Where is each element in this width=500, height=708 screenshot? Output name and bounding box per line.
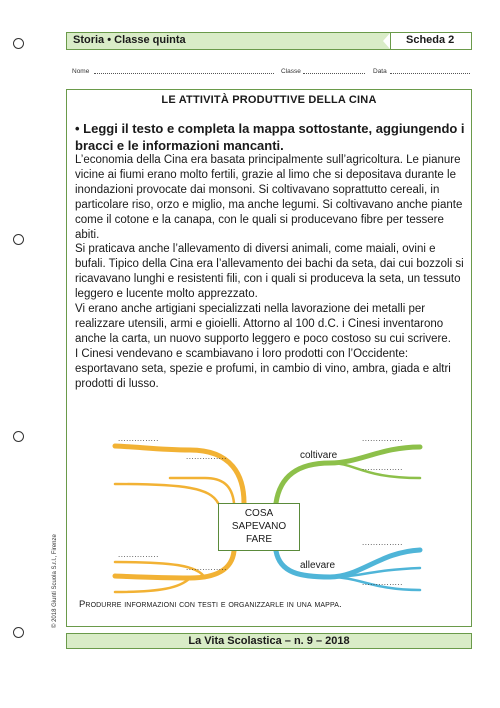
name-label: Nome	[72, 68, 90, 75]
map-branch-top-left-sub	[115, 484, 218, 503]
publication-label: La Vita Scolastica – n. 9 – 2018	[188, 635, 350, 647]
map-label-coltivare: coltivare	[300, 450, 338, 461]
map-center-box	[218, 503, 300, 551]
subject-label: Storia • Classe quinta	[73, 34, 186, 46]
map-center-line: SAPEVANO	[231, 521, 287, 532]
paragraph: Si praticava anche l’allevamento di diversi animali, come maiali, ovini e bufali. Tipico della Cina era l’allevamento dei bachi da seta, dai cui bozzoli si ricavavano lunghi e resistenti fili, con i quali si produceva la seta, un tessuto leggero e lucente molto apprezzato.	[75, 243, 464, 301]
publication-bar	[66, 633, 472, 649]
map-branch-bottom-right-sub	[330, 568, 420, 577]
paragraph: L’economia della Cina era basata principalmente sull’agricoltura. Le pianure vicine ai fiumi erano molto fertili, grazie al limo che si depositava durante le inondazioni provocate dai monsoni. Si coltivavano soprattutto cereali, in particolare riso, orzo e miglio, ma anche legumi. Si coltivavano anche piante come il cotone e la canapa, con le quali si producevano fibre per tessere abiti.	[75, 154, 463, 241]
map-blank[interactable]: ...............	[362, 434, 403, 443]
map-blank[interactable]: ...............	[362, 578, 403, 587]
map-blank[interactable]: ...............	[362, 538, 403, 547]
map-blank[interactable]: ...............	[186, 452, 227, 461]
map-label-allevare: allevare	[300, 560, 336, 571]
map-center-line: COSA	[244, 508, 274, 519]
map-branch-top-right	[276, 447, 420, 503]
map-branch-bottom-right	[276, 550, 420, 577]
map-blank[interactable]: ...............	[362, 463, 403, 472]
date-label: Data	[373, 68, 387, 75]
page-title: LE ATTIVITÀ PRODUTTIVE DELLA CINA	[161, 94, 377, 106]
instruction-text: • Leggi il testo e completa la mappa sottostante, aggiungendo i bracci e le informazioni mancanti.	[75, 121, 465, 153]
map-blank[interactable]: ...............	[118, 550, 159, 559]
map-blank[interactable]: ...............	[118, 434, 159, 443]
map-center-line: FARE	[245, 534, 273, 545]
task-footer: Produrre informazioni con testi e organizzarle in una mappa.	[79, 599, 342, 610]
copyright-note: © 2018 Giunti Scuola S.r.l., Firenze	[52, 534, 58, 628]
paragraph: Vi erano anche artigiani specializzati nella lavorazione dei metalli per realizzare utensili, armi e gioielli. Attorno al 100 d.C. i Cinesi inventarono anche la carta, un nuovo supporto leggero e poco costoso su cui scrivere.	[75, 303, 451, 345]
class-label: Classe	[281, 68, 301, 75]
paragraph: I Cinesi vendevano e scambiavano i loro prodotti con l’Occidente: esportavano seta, spezie e profumi, in cambio di vino, ambra, giada e altri prodotti di lusso.	[75, 347, 451, 390]
map-blank[interactable]: ...............	[186, 563, 227, 572]
sheet-label: Scheda 2	[406, 34, 455, 46]
